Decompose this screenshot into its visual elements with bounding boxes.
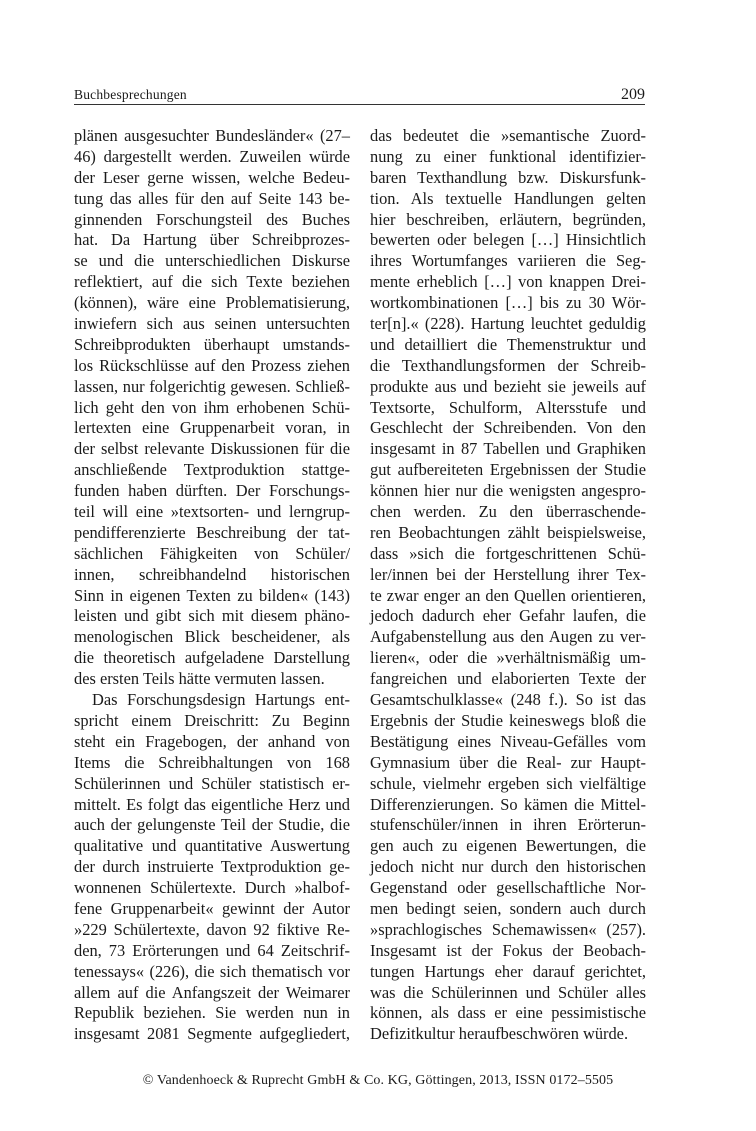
- text-line: der Leser gerne wissen, welche Bedeu-: [74, 167, 350, 187]
- text-line: te zwar enger an den Quellen orientieren,: [370, 585, 646, 605]
- text-line: Textsorte, Schulform, Altersstufe und: [370, 397, 646, 417]
- text-line: tungen Hartungs eher darauf gerichtet,: [370, 961, 646, 981]
- text-line: tenessays« (226), die sich thematisch vor: [74, 961, 350, 981]
- page-number: 209: [621, 86, 645, 103]
- text-line: jedoch dadurch eher Gefahr laufen, die: [370, 606, 646, 626]
- text-line: qualitative und quantitative Auswertung: [74, 836, 350, 856]
- left-text-column: [74, 126, 350, 1045]
- text-line: nung zu einer funktional identifizier-: [370, 146, 646, 166]
- text-line: lieren«, oder die »verhältnismäßig um-: [370, 648, 646, 668]
- text-line: der durch instruierte Textproduktion ge-: [74, 857, 350, 877]
- text-line: Differenzierungen. So kämen die Mittel-: [370, 794, 646, 814]
- text-line: Sinn in eigenen Texten zu bilden« (143): [74, 585, 350, 605]
- text-line: Defizitkultur heraufbeschwören würde.: [370, 1024, 629, 1044]
- text-line: können hier nur die wenigsten angespro-: [370, 481, 646, 501]
- text-line: Bestätigung eines Niveau-Gefälles vom: [370, 731, 646, 751]
- text-line: Schreibprodukten überhaupt umstands-: [74, 334, 350, 354]
- text-line: bewerten oder belegen […] Hinsichtlich: [370, 230, 646, 250]
- text-line: menologischen Blick bescheidener, als: [74, 627, 350, 647]
- running-title: Buchbesprechungen: [74, 87, 187, 102]
- text-line: innen, schreibhandelnd historischen: [74, 564, 350, 584]
- text-line: plänen ausgesuchter Bundesländer« (27–: [74, 126, 350, 145]
- text-line: des ersten Teils hätte vermuten lassen.: [74, 669, 325, 689]
- text-line: was die Schülerinnen und Schüler alles: [370, 982, 646, 1002]
- copyright-footer: © Vandenhoeck & Ruprecht GmbH & Co. KG, Göttingen, 2013, ISSN 0172–5505: [142, 1073, 614, 1088]
- text-line: fangreichen und elaborierten Texte der: [370, 669, 646, 689]
- text-line: wonnenen Schülertexte. Durch »halbof-: [74, 878, 350, 898]
- text-line: tung das alles für den auf Seite 143 be-: [74, 188, 350, 208]
- text-line: ihres Wortumfanges variieren die Seg-: [370, 251, 646, 271]
- text-line: lich geht den von ihm erhobenen Schü-: [74, 397, 350, 417]
- text-line: ren Beobachtungen zählt beispielsweise,: [370, 522, 646, 542]
- text-line: Republik beziehen. Sie werden nun in: [74, 1003, 350, 1023]
- text-line: Items die Schreibhaltungen von 168: [74, 752, 350, 772]
- text-line: ler/innen bei der Herstellung ihrer Tex-: [370, 564, 646, 584]
- right-text-column: [370, 126, 646, 1045]
- text-line: men bedingt seien, sondern auch durch: [370, 898, 646, 918]
- text-line: sächlichen Fähigkeiten von Schüler/: [74, 543, 350, 563]
- text-line: teil will eine »textsorten- und lerngrup-: [74, 502, 350, 522]
- text-line: Schülerinnen und Schüler statistisch er-: [74, 773, 350, 793]
- text-line: Insgesamt ist der Fokus der Beobach-: [370, 940, 646, 960]
- text-line: 46) dargestellt werden. Zuweilen würde: [74, 146, 350, 166]
- text-line: das bedeutet die »semantische Zuord-: [370, 126, 646, 145]
- text-line: mente erheblich […] von knappen Drei-: [370, 272, 646, 292]
- text-line: reflektiert, auf die sich Texte beziehen: [74, 272, 350, 292]
- text-line: leisten und gibt sich mit diesem phäno-: [74, 606, 350, 626]
- text-line: dass »sich die fortgeschrittenen Schü-: [370, 543, 646, 563]
- text-line: Aufgabenstellung aus den Augen zu ver-: [370, 627, 646, 647]
- text-line: funden haben dürften. Der Forschungs-: [74, 481, 350, 501]
- text-line: die Texthandlungsformen der Schreib-: [370, 355, 646, 375]
- text-line: Ergebnis der Studie keineswegs bloß die: [370, 710, 646, 730]
- text-line: Gegenstand oder gesellschaftliche Nor-: [370, 878, 646, 898]
- text-line: anschließende Textproduktion stattge-: [74, 460, 350, 480]
- text-line: insgesamt 2081 Segmente aufgegliedert,: [74, 1024, 350, 1044]
- text-line: den, 73 Erörterungen und 64 Zeitschrif-: [74, 940, 350, 960]
- text-line: los Rückschlüsse auf den Prozess ziehen: [74, 355, 350, 375]
- text-line: können, als dass er eine pessimistische: [370, 1003, 646, 1023]
- text-line: Gymnasium über die Real- zur Haupt-: [370, 752, 646, 772]
- text-line: gen auch zu eigenen Bewertungen, die: [370, 836, 646, 856]
- text-line: inwiefern sich aus seinen untersuchten: [74, 314, 350, 334]
- text-line: (können), wäre eine Problematisierung,: [74, 293, 350, 313]
- text-line: stufenschüler/innen in ihren Erörterun-: [370, 815, 646, 835]
- text-line: chen werden. Zu den überraschende-: [370, 502, 646, 522]
- text-line: mittelt. Es folgt das eigentliche Herz und: [74, 794, 350, 814]
- text-line: jedoch nicht nur durch den historischen: [370, 857, 646, 877]
- text-line: gut aufbereiteten Ergebnissen der Studie: [370, 460, 646, 480]
- text-line: ter[n].« (228). Hartung leuchtet geduldig: [370, 314, 646, 334]
- text-line: hat. Da Hartung über Schreibprozes-: [74, 230, 350, 250]
- text-line: ginnenden Forschungsteil des Buches: [74, 209, 350, 229]
- text-line: Das Forschungsdesign Hartungs ent-: [92, 690, 350, 710]
- text-line: auch der gelungenste Teil der Studie, die: [74, 815, 350, 835]
- text-line: wortkombinationen […] bis zu 30 Wör-: [370, 293, 646, 313]
- text-line: Gesamtschulklasse« (248 f.). So ist das: [370, 690, 646, 710]
- text-line: lassen, nur folgerichtig gewesen. Schließ-: [74, 376, 350, 396]
- text-line: »229 Schülertexte, davon 92 fiktive Re-: [74, 919, 350, 939]
- text-line: insgesamt in 87 Tabellen und Graphiken: [370, 439, 646, 459]
- text-line: »sprachlogisches Schemawissen« (257).: [370, 919, 646, 939]
- text-line: steht ein Fragebogen, der anhand von: [74, 731, 350, 751]
- text-line: und detailliert die Themenstruktur und: [370, 334, 646, 354]
- text-line: tion. Als textuelle Handlungen gelten: [370, 188, 646, 208]
- text-line: Geschlecht der Schreibenden. Von den: [370, 418, 646, 438]
- text-line: der selbst relevante Diskussionen für die: [74, 439, 350, 459]
- text-line: pendifferenzierte Beschreibung der tat-: [74, 522, 350, 542]
- page-header: [74, 86, 645, 105]
- text-line: se und die unterschiedlichen Diskurse: [74, 251, 350, 271]
- text-line: schule, vielmehr ergeben sich vielfältige: [370, 773, 646, 793]
- text-line: fene Gruppenarbeit« gewinnt der Autor: [74, 898, 350, 918]
- text-line: produkte aus und bezieht sie jeweils auf: [370, 376, 646, 396]
- text-line: lertexten eine Gruppenarbeit voran, in: [74, 418, 350, 438]
- text-line: allem auf die Anfangszeit der Weimarer: [74, 982, 350, 1002]
- text-line: hier beschreiben, erläutern, begründen,: [370, 209, 646, 229]
- text-line: die theoretisch aufgeladene Darstellung: [74, 648, 350, 668]
- text-line: spricht einem Dreischritt: Zu Beginn: [74, 710, 350, 730]
- text-line: baren Texthandlung bzw. Diskursfunk-: [370, 167, 646, 187]
